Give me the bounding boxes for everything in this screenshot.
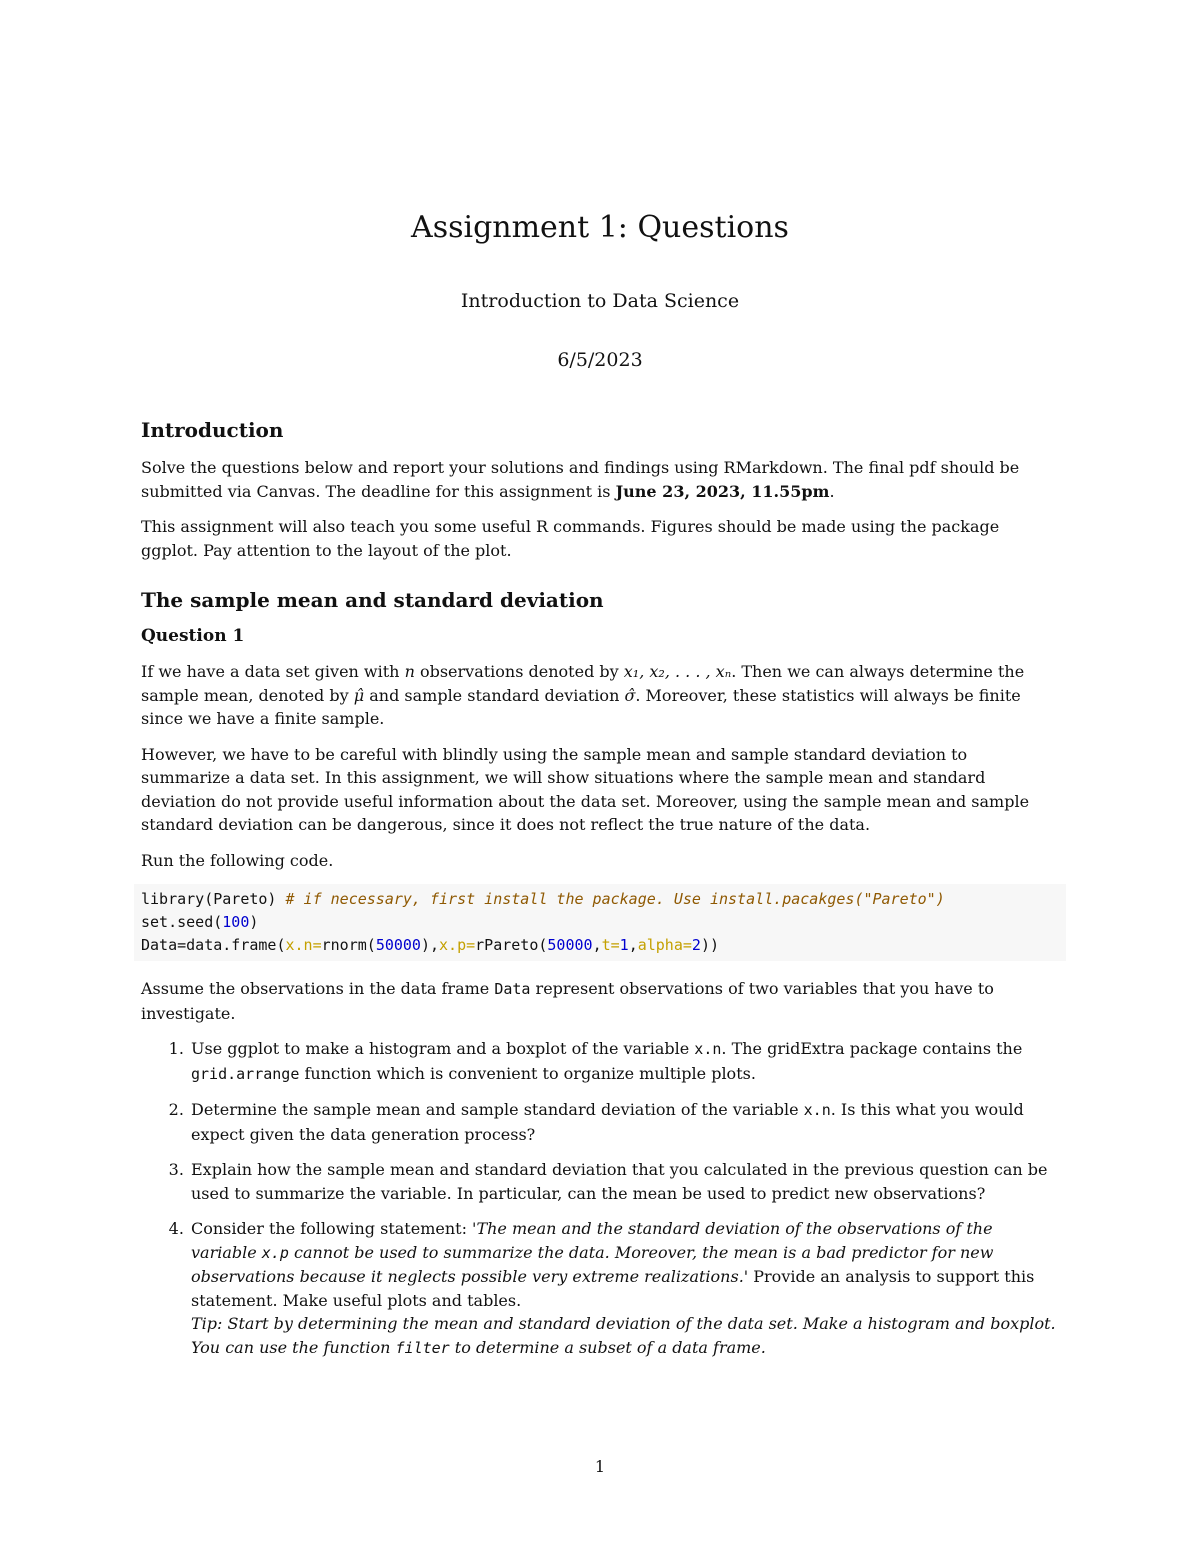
code-argument: t=: [601, 936, 620, 954]
question-list: [141, 1037, 1059, 1360]
code-token: rPareto(: [475, 936, 548, 954]
question-paragraph-2: However, we have to be careful with blindly using the sample mean and sample standard deviation to summarize a data set. In this assignment, we will show situations where the sample mean and standard deviation do not provide useful information about the data set. Moreover, using the sample mean and sample standard deviation can be dangerous, since it does not reflect the true nature of the data.: [141, 744, 1030, 834]
text: . Then we can always determine the sample mean, denoted by: [141, 662, 1025, 705]
tip-text: Tip: Start by determining the mean and standard deviation of the data set. Make a histogram and boxplot. You can use the function: [191, 1314, 1056, 1357]
code-argument: x.n=: [285, 936, 322, 954]
text: function which is convenient to organize multiple plots.: [299, 1063, 756, 1083]
inline-code: x.p: [261, 1243, 289, 1262]
inline-code: filter: [395, 1338, 450, 1357]
text: ' Provide an analysis to support this statement. Make useful plots and tables.: [191, 1267, 1035, 1310]
page-number: 1: [594, 1457, 606, 1476]
code-token: ),: [420, 936, 440, 954]
text: . Moreover, these statistics will always be finite since we have a finite sample.: [141, 685, 1021, 728]
intro-paragraph-2: This assignment will also teach you some useful R commands. Figures should be made using the package ggplot. Pay attention to the layout of the plot.: [141, 517, 1000, 560]
text: observations denoted by: [414, 662, 624, 681]
document-title: Assignment 1: Questions: [411, 210, 789, 245]
code-comment: # if necessary, first install the package. Use install.pacakges("Pareto"): [285, 890, 945, 908]
text: Determine the sample mean and sample standard deviation of the variable: [191, 1100, 804, 1119]
text: If we have a data set given with: [141, 662, 405, 681]
list-item: [189, 1037, 1059, 1086]
code-number: 50000: [375, 936, 421, 954]
section-heading: The sample mean and standard deviation: [141, 588, 604, 612]
intro-heading: Introduction: [141, 418, 284, 442]
text: . The gridExtra package contains the: [721, 1039, 1023, 1058]
code-token: ): [249, 913, 259, 931]
math-mu-hat: μ̂: [353, 685, 365, 705]
list-item: [189, 1217, 1059, 1360]
inline-code: x.n: [803, 1101, 831, 1119]
math-sigma-hat: σ̂: [624, 685, 636, 705]
list-item: [189, 1098, 1059, 1146]
document-body: [141, 418, 1059, 1372]
code-token: rnorm(: [321, 936, 376, 954]
intro-paragraph-1: [141, 456, 1059, 503]
text: and sample standard deviation: [364, 685, 625, 705]
inline-code: Data: [494, 980, 531, 998]
tip-text: to determine a subset of a data frame.: [449, 1337, 766, 1357]
question-heading: Question 1: [141, 626, 245, 646]
code-token: ,: [592, 936, 602, 954]
math-observations: x₁, x₂, . . . , xₙ: [623, 662, 732, 681]
code-number: 1: [619, 936, 629, 954]
document-subtitle: Introduction to Data Science: [460, 290, 740, 312]
code-token: library(Pareto): [141, 890, 286, 908]
text: Use ggplot to make a histogram and a boxplot of the variable: [191, 1039, 695, 1058]
code-token: )): [700, 936, 719, 954]
inline-code: grid.arrange: [191, 1064, 300, 1083]
intro-text-end: .: [829, 481, 835, 501]
list-item: 3. Explain how the sample mean and standard deviation that you calculated in the previous question can be used to summarize the variable. In particular, can the mean be used to predict new observations?: [189, 1158, 1059, 1205]
question-paragraph-1: [141, 660, 1059, 731]
code-token: ,: [628, 936, 638, 954]
code-token: set.seed(: [141, 913, 223, 931]
code-number: 100: [222, 913, 250, 931]
text: Consider the following statement: ': [191, 1219, 477, 1238]
code-argument: x.p=: [439, 936, 476, 954]
quote-text: The mean and the standard deviation of the observations of the variable: [191, 1219, 993, 1262]
code-token: Data=data.frame(: [141, 936, 286, 954]
question-paragraph-4: [141, 977, 1059, 1025]
document-date: 6/5/2023: [557, 349, 643, 371]
intro-text: Solve the questions below and report your solutions and findings using RMarkdown. The final pdf should be submitted via Canvas. The deadline for this assignment is: [141, 458, 1020, 501]
code-number: 2: [691, 936, 701, 954]
text: . Is this what you would expect given the data generation process?: [191, 1100, 1024, 1144]
code-block: [134, 884, 1066, 961]
inline-code: x.n: [694, 1040, 722, 1058]
code-number: 50000: [547, 936, 593, 954]
text: represent observations of two variables that you have to investigate.: [141, 979, 994, 1023]
text: Assume the observations in the data frame: [141, 979, 495, 998]
deadline: June 23, 2023, 11.55pm: [615, 481, 830, 501]
code-argument: alpha=: [637, 936, 692, 954]
math-n: n: [404, 662, 415, 681]
question-paragraph-3: Run the following code.: [141, 850, 334, 870]
quote-text: cannot be used to summarize the data. Moreover, the mean is a bad predictor for new observations because it neglects possible very extreme realizations.: [191, 1242, 994, 1286]
